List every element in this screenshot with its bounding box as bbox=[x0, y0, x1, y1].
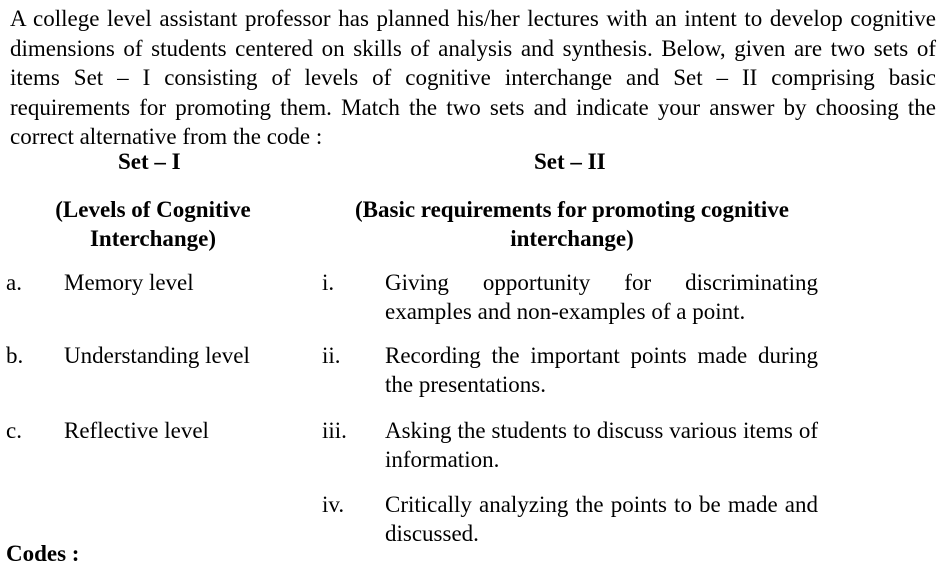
set-1-item-c-text: Reflective level bbox=[64, 418, 209, 443]
set-2-item-iv-text: Critically analyzing the points to be made and discussed. bbox=[385, 492, 818, 546]
question-text: A college level assistant professor has planned his/her lectures with an intent to develop cognitive dimensions of students centered on skills of analysis and synthesis. Below, given are two sets of items Set – I consisting of levels of cognitive interchange and Set – II comprising basic requirements for promoting them. Match the two sets and indicate your answer by choosing the correct alternative from the code : bbox=[10, 6, 936, 149]
set-2-title: Set – II bbox=[534, 149, 606, 174]
set-1-item-c-label: c. bbox=[6, 418, 22, 443]
set-2-item-iii-text: Asking the students to discuss various items of information. bbox=[385, 418, 818, 472]
set-1-item-a-label: a. bbox=[6, 270, 22, 295]
codes-label: Codes : bbox=[6, 541, 80, 566]
set-1-item-a-text: Memory level bbox=[64, 270, 194, 295]
set-1-subtitle: (Levels of Cognitive Interchange) bbox=[55, 197, 251, 251]
set-1-title: Set – I bbox=[118, 149, 181, 174]
set-2-item-i-text: Giving opportunity for discriminating examples and non-examples of a point. bbox=[385, 270, 818, 324]
set-2-item-ii-label: ii. bbox=[322, 343, 341, 368]
set-1-item-b-text: Understanding level bbox=[64, 343, 250, 368]
set-2-item-iii-label: iii. bbox=[322, 418, 347, 443]
set-2-item-i-label: i. bbox=[322, 270, 335, 295]
set-2-subtitle: (Basic requirements for promoting cognitive interchange) bbox=[355, 197, 789, 251]
set-2-item-iv-label: iv. bbox=[322, 492, 345, 517]
set-1-item-b-label: b. bbox=[6, 343, 24, 368]
set-2-item-ii-text: Recording the important points made during the presentations. bbox=[385, 343, 818, 397]
